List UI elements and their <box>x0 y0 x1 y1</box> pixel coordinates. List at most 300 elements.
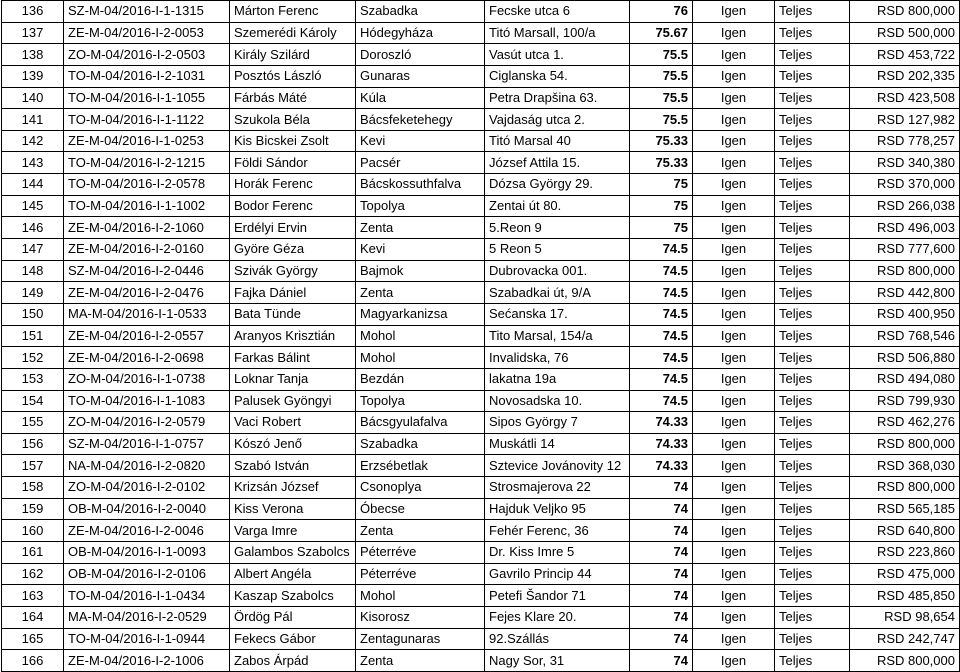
status-cell: Teljes <box>775 174 850 196</box>
amount-cell: RSD 368,030 <box>850 455 960 477</box>
applicant-name-cell: Zabos Árpád <box>230 650 356 672</box>
table-row <box>2 282 960 304</box>
status-cell: Teljes <box>775 22 850 44</box>
table-row <box>2 174 960 196</box>
amount-cell: RSD 768,546 <box>850 325 960 347</box>
amount-cell: RSD 496,003 <box>850 217 960 239</box>
applicant-name-cell: Varga Imre <box>230 520 356 542</box>
score-cell: 75.33 <box>630 152 693 174</box>
address-cell: 92.Szállás <box>485 628 630 650</box>
status-cell: Teljes <box>775 390 850 412</box>
score-cell: 75.33 <box>630 130 693 152</box>
status-cell: Teljes <box>775 498 850 520</box>
score-cell: 74.33 <box>630 412 693 434</box>
row-number-cell: 162 <box>2 563 64 585</box>
table-row <box>2 433 960 455</box>
table-row <box>2 498 960 520</box>
settlement-cell: Mohol <box>356 585 485 607</box>
amount-cell: RSD 242,747 <box>850 628 960 650</box>
address-cell: Fecske utca 6 <box>485 1 630 23</box>
application-code-cell: OB-M-04/2016-I-1-0093 <box>64 542 230 564</box>
score-cell: 75 <box>630 195 693 217</box>
row-number-cell: 157 <box>2 455 64 477</box>
amount-cell: RSD 800,000 <box>850 260 960 282</box>
applicant-name-cell: Palusek Gyöngyi <box>230 390 356 412</box>
row-number-cell: 161 <box>2 542 64 564</box>
settlement-cell: Csonoplya <box>356 477 485 499</box>
status-cell: Teljes <box>775 347 850 369</box>
table-row <box>2 477 960 499</box>
table-row <box>2 303 960 325</box>
application-code-cell: ZE-M-04/2016-I-2-0053 <box>64 22 230 44</box>
amount-cell: RSD 223,860 <box>850 542 960 564</box>
score-cell: 74 <box>630 606 693 628</box>
eligible-cell: Igen <box>693 239 775 261</box>
address-cell: Nagy Sor, 31 <box>485 650 630 672</box>
address-cell: Muskátli 14 <box>485 433 630 455</box>
applicant-name-cell: Fárbás Máté <box>230 87 356 109</box>
address-cell: Dózsa György 29. <box>485 174 630 196</box>
table-row <box>2 44 960 66</box>
status-cell: Teljes <box>775 109 850 131</box>
row-number-cell: 155 <box>2 412 64 434</box>
table-row <box>2 563 960 585</box>
address-cell: Szabadkai út, 9/A <box>485 282 630 304</box>
table-row <box>2 152 960 174</box>
application-code-cell: TO-M-04/2016-I-2-0578 <box>64 174 230 196</box>
table-row <box>2 390 960 412</box>
address-cell: Strosmajerova 22 <box>485 477 630 499</box>
amount-cell: RSD 423,508 <box>850 87 960 109</box>
eligible-cell: Igen <box>693 498 775 520</box>
settlement-cell: Bácskossuthfalva <box>356 174 485 196</box>
settlement-cell: Péterréve <box>356 563 485 585</box>
eligible-cell: Igen <box>693 368 775 390</box>
amount-cell: RSD 500,000 <box>850 22 960 44</box>
table-row <box>2 260 960 282</box>
row-number-cell: 166 <box>2 650 64 672</box>
table-row <box>2 455 960 477</box>
amount-cell: RSD 565,185 <box>850 498 960 520</box>
status-cell: Teljes <box>775 130 850 152</box>
application-code-cell: ZO-M-04/2016-I-2-0579 <box>64 412 230 434</box>
status-cell: Teljes <box>775 44 850 66</box>
application-code-cell: TO-M-04/2016-I-1-1122 <box>64 109 230 131</box>
amount-cell: RSD 777,600 <box>850 239 960 261</box>
table-row <box>2 542 960 564</box>
table-row <box>2 650 960 672</box>
eligible-cell: Igen <box>693 563 775 585</box>
applicant-name-cell: Galambos Szabolcs <box>230 542 356 564</box>
status-cell: Teljes <box>775 65 850 87</box>
settlement-cell: Bajmok <box>356 260 485 282</box>
row-number-cell: 153 <box>2 368 64 390</box>
settlement-cell: Magyarkanizsa <box>356 303 485 325</box>
amount-cell: RSD 462,276 <box>850 412 960 434</box>
amount-cell: RSD 340,380 <box>850 152 960 174</box>
application-code-cell: TO-M-04/2016-I-1-1055 <box>64 87 230 109</box>
address-cell: 5.Reon 9 <box>485 217 630 239</box>
application-code-cell: SZ-M-04/2016-I-2-0446 <box>64 260 230 282</box>
settlement-cell: Pacsér <box>356 152 485 174</box>
applicant-name-cell: Márton Ferenc <box>230 1 356 23</box>
status-cell: Teljes <box>775 195 850 217</box>
application-code-cell: ZO-M-04/2016-I-2-0503 <box>64 44 230 66</box>
amount-cell: RSD 475,000 <box>850 563 960 585</box>
status-cell: Teljes <box>775 628 850 650</box>
eligible-cell: Igen <box>693 606 775 628</box>
address-cell: Dr. Kiss Imre 5 <box>485 542 630 564</box>
eligible-cell: Igen <box>693 130 775 152</box>
row-number-cell: 148 <box>2 260 64 282</box>
applicant-name-cell: Albert Angéla <box>230 563 356 585</box>
status-cell: Teljes <box>775 520 850 542</box>
score-cell: 74 <box>630 498 693 520</box>
settlement-cell: Gunaras <box>356 65 485 87</box>
row-number-cell: 156 <box>2 433 64 455</box>
eligible-cell: Igen <box>693 650 775 672</box>
applicant-name-cell: Fekecs Gábor <box>230 628 356 650</box>
address-cell: Fehér Ferenc, 36 <box>485 520 630 542</box>
application-code-cell: TO-M-04/2016-I-1-1002 <box>64 195 230 217</box>
results-table <box>1 0 960 672</box>
address-cell: Gavrilo Princip 44 <box>485 563 630 585</box>
application-code-cell: NA-M-04/2016-I-2-0820 <box>64 455 230 477</box>
table-row <box>2 347 960 369</box>
row-number-cell: 144 <box>2 174 64 196</box>
amount-cell: RSD 442,800 <box>850 282 960 304</box>
row-number-cell: 139 <box>2 65 64 87</box>
application-code-cell: ZO-M-04/2016-I-1-0738 <box>64 368 230 390</box>
settlement-cell: Bácsfeketehegy <box>356 109 485 131</box>
amount-cell: RSD 800,000 <box>850 433 960 455</box>
table-row <box>2 87 960 109</box>
status-cell: Teljes <box>775 87 850 109</box>
address-cell: 5 Reon 5 <box>485 239 630 261</box>
amount-cell: RSD 266,038 <box>850 195 960 217</box>
eligible-cell: Igen <box>693 325 775 347</box>
eligible-cell: Igen <box>693 87 775 109</box>
row-number-cell: 142 <box>2 130 64 152</box>
table-body <box>2 1 960 672</box>
score-cell: 74.33 <box>630 433 693 455</box>
status-cell: Teljes <box>775 433 850 455</box>
address-cell: lakatna 19a <box>485 368 630 390</box>
address-cell: József Attila 15. <box>485 152 630 174</box>
table-row <box>2 65 960 87</box>
application-code-cell: OB-M-04/2016-I-2-0106 <box>64 563 230 585</box>
applicant-name-cell: Kis Bicskei Zsolt <box>230 130 356 152</box>
score-cell: 75.5 <box>630 87 693 109</box>
eligible-cell: Igen <box>693 22 775 44</box>
eligible-cell: Igen <box>693 217 775 239</box>
amount-cell: RSD 98,654 <box>850 606 960 628</box>
status-cell: Teljes <box>775 606 850 628</box>
settlement-cell: Kúla <box>356 87 485 109</box>
applicant-name-cell: Farkas Bálint <box>230 347 356 369</box>
score-cell: 74 <box>630 650 693 672</box>
settlement-cell: Zenta <box>356 650 485 672</box>
eligible-cell: Igen <box>693 477 775 499</box>
eligible-cell: Igen <box>693 152 775 174</box>
row-number-cell: 149 <box>2 282 64 304</box>
applicant-name-cell: Erdélyi Ervin <box>230 217 356 239</box>
eligible-cell: Igen <box>693 260 775 282</box>
score-cell: 74 <box>630 628 693 650</box>
address-cell: Titó Marsal 40 <box>485 130 630 152</box>
eligible-cell: Igen <box>693 44 775 66</box>
row-number-cell: 143 <box>2 152 64 174</box>
applicant-name-cell: Kószó Jenő <box>230 433 356 455</box>
table-row <box>2 217 960 239</box>
applicant-name-cell: Szukola Béla <box>230 109 356 131</box>
settlement-cell: Zenta <box>356 520 485 542</box>
eligible-cell: Igen <box>693 347 775 369</box>
address-cell: Petra Drapšina 63. <box>485 87 630 109</box>
score-cell: 74 <box>630 563 693 585</box>
amount-cell: RSD 370,000 <box>850 174 960 196</box>
address-cell: Petefi Šandor 71 <box>485 585 630 607</box>
settlement-cell: Bácsgyulafalva <box>356 412 485 434</box>
applicant-name-cell: Györe Géza <box>230 239 356 261</box>
application-code-cell: ZO-M-04/2016-I-2-0102 <box>64 477 230 499</box>
status-cell: Teljes <box>775 325 850 347</box>
row-number-cell: 158 <box>2 477 64 499</box>
table-row <box>2 520 960 542</box>
score-cell: 74.5 <box>630 282 693 304</box>
status-cell: Teljes <box>775 303 850 325</box>
applicant-name-cell: Aranyos Krisztián <box>230 325 356 347</box>
score-cell: 75.67 <box>630 22 693 44</box>
table-row <box>2 368 960 390</box>
application-code-cell: ZE-M-04/2016-I-1-0253 <box>64 130 230 152</box>
address-cell: Titó Marsall, 100/a <box>485 22 630 44</box>
eligible-cell: Igen <box>693 174 775 196</box>
settlement-cell: Kevi <box>356 130 485 152</box>
application-code-cell: TO-M-04/2016-I-1-1083 <box>64 390 230 412</box>
applicant-name-cell: Ördög Pál <box>230 606 356 628</box>
table-row <box>2 22 960 44</box>
table-row <box>2 195 960 217</box>
address-cell: Tito Marsal, 154/a <box>485 325 630 347</box>
row-number-cell: 152 <box>2 347 64 369</box>
applicant-name-cell: Szivák György <box>230 260 356 282</box>
row-number-cell: 146 <box>2 217 64 239</box>
applicant-name-cell: Vaci Robert <box>230 412 356 434</box>
score-cell: 74.5 <box>630 368 693 390</box>
score-cell: 74.5 <box>630 347 693 369</box>
application-code-cell: TO-M-04/2016-I-1-0944 <box>64 628 230 650</box>
eligible-cell: Igen <box>693 195 775 217</box>
status-cell: Teljes <box>775 542 850 564</box>
address-cell: Ciglanska 54. <box>485 65 630 87</box>
amount-cell: RSD 506,880 <box>850 347 960 369</box>
applicant-name-cell: Horák Ferenc <box>230 174 356 196</box>
row-number-cell: 154 <box>2 390 64 412</box>
address-cell: Novosadska 10. <box>485 390 630 412</box>
score-cell: 75.5 <box>630 109 693 131</box>
row-number-cell: 164 <box>2 606 64 628</box>
application-code-cell: MA-M-04/2016-I-2-0529 <box>64 606 230 628</box>
application-code-cell: OB-M-04/2016-I-2-0040 <box>64 498 230 520</box>
eligible-cell: Igen <box>693 109 775 131</box>
status-cell: Teljes <box>775 282 850 304</box>
applicant-name-cell: Posztós László <box>230 65 356 87</box>
score-cell: 74.5 <box>630 260 693 282</box>
score-cell: 74 <box>630 542 693 564</box>
amount-cell: RSD 800,000 <box>850 477 960 499</box>
amount-cell: RSD 453,722 <box>850 44 960 66</box>
settlement-cell: Péterréve <box>356 542 485 564</box>
settlement-cell: Mohol <box>356 325 485 347</box>
amount-cell: RSD 800,000 <box>850 1 960 23</box>
score-cell: 74.5 <box>630 303 693 325</box>
row-number-cell: 136 <box>2 1 64 23</box>
applicant-name-cell: Király Szilárd <box>230 44 356 66</box>
settlement-cell: Zentagunaras <box>356 628 485 650</box>
application-code-cell: ZE-M-04/2016-I-2-1006 <box>64 650 230 672</box>
application-code-cell: SZ-M-04/2016-I-1-0757 <box>64 433 230 455</box>
row-number-cell: 150 <box>2 303 64 325</box>
address-cell: Dubrovacka 001. <box>485 260 630 282</box>
amount-cell: RSD 800,000 <box>850 650 960 672</box>
score-cell: 75.5 <box>630 44 693 66</box>
application-code-cell: TO-M-04/2016-I-1-0434 <box>64 585 230 607</box>
eligible-cell: Igen <box>693 1 775 23</box>
settlement-cell: Topolya <box>356 195 485 217</box>
status-cell: Teljes <box>775 585 850 607</box>
score-cell: 74 <box>630 477 693 499</box>
applicant-name-cell: Szabó István <box>230 455 356 477</box>
score-cell: 76 <box>630 1 693 23</box>
amount-cell: RSD 778,257 <box>850 130 960 152</box>
applicant-name-cell: Kiss Verona <box>230 498 356 520</box>
address-cell: Hajduk Veljko 95 <box>485 498 630 520</box>
amount-cell: RSD 127,982 <box>850 109 960 131</box>
application-code-cell: ZE-M-04/2016-I-2-0698 <box>64 347 230 369</box>
table-row <box>2 130 960 152</box>
eligible-cell: Igen <box>693 455 775 477</box>
eligible-cell: Igen <box>693 542 775 564</box>
table-row <box>2 325 960 347</box>
eligible-cell: Igen <box>693 390 775 412</box>
settlement-cell: Óbecse <box>356 498 485 520</box>
application-code-cell: TO-M-04/2016-I-2-1215 <box>64 152 230 174</box>
application-code-cell: ZE-M-04/2016-I-2-1060 <box>64 217 230 239</box>
settlement-cell: Bezdán <box>356 368 485 390</box>
address-cell: Fejes Klare 20. <box>485 606 630 628</box>
amount-cell: RSD 640,800 <box>850 520 960 542</box>
status-cell: Teljes <box>775 455 850 477</box>
score-cell: 74.5 <box>630 239 693 261</box>
address-cell: Zentai út 80. <box>485 195 630 217</box>
eligible-cell: Igen <box>693 282 775 304</box>
applicant-name-cell: Szemerédi Károly <box>230 22 356 44</box>
amount-cell: RSD 799,930 <box>850 390 960 412</box>
score-cell: 75 <box>630 217 693 239</box>
score-cell: 75 <box>630 174 693 196</box>
score-cell: 74.33 <box>630 455 693 477</box>
applicant-name-cell: Bata Tünde <box>230 303 356 325</box>
applicant-name-cell: Földi Sándor <box>230 152 356 174</box>
score-cell: 74 <box>630 520 693 542</box>
status-cell: Teljes <box>775 260 850 282</box>
status-cell: Teljes <box>775 217 850 239</box>
amount-cell: RSD 485,850 <box>850 585 960 607</box>
application-code-cell: MA-M-04/2016-I-1-0533 <box>64 303 230 325</box>
row-number-cell: 159 <box>2 498 64 520</box>
eligible-cell: Igen <box>693 65 775 87</box>
row-number-cell: 151 <box>2 325 64 347</box>
address-cell: Vasút utca 1. <box>485 44 630 66</box>
eligible-cell: Igen <box>693 433 775 455</box>
settlement-cell: Kisorosz <box>356 606 485 628</box>
status-cell: Teljes <box>775 563 850 585</box>
settlement-cell: Mohol <box>356 347 485 369</box>
amount-cell: RSD 494,080 <box>850 368 960 390</box>
address-cell: Sećanska 17. <box>485 303 630 325</box>
table-row <box>2 628 960 650</box>
applicant-name-cell: Kaszap Szabolcs <box>230 585 356 607</box>
row-number-cell: 138 <box>2 44 64 66</box>
row-number-cell: 141 <box>2 109 64 131</box>
application-code-cell: ZE-M-04/2016-I-2-0476 <box>64 282 230 304</box>
application-code-cell: ZE-M-04/2016-I-2-0046 <box>64 520 230 542</box>
status-cell: Teljes <box>775 412 850 434</box>
application-code-cell: ZE-M-04/2016-I-2-0160 <box>64 239 230 261</box>
eligible-cell: Igen <box>693 520 775 542</box>
score-cell: 74 <box>630 585 693 607</box>
table-row <box>2 585 960 607</box>
table-row <box>2 412 960 434</box>
settlement-cell: Zenta <box>356 282 485 304</box>
applicant-name-cell: Fajka Dániel <box>230 282 356 304</box>
score-cell: 75.5 <box>630 65 693 87</box>
address-cell: Sipos György 7 <box>485 412 630 434</box>
amount-cell: RSD 400,950 <box>850 303 960 325</box>
status-cell: Teljes <box>775 368 850 390</box>
settlement-cell: Zenta <box>356 217 485 239</box>
settlement-cell: Szabadka <box>356 433 485 455</box>
address-cell: Invalidska, 76 <box>485 347 630 369</box>
applicant-name-cell: Krizsán József <box>230 477 356 499</box>
status-cell: Teljes <box>775 239 850 261</box>
eligible-cell: Igen <box>693 412 775 434</box>
application-code-cell: SZ-M-04/2016-I-1-1315 <box>64 1 230 23</box>
table-row <box>2 239 960 261</box>
settlement-cell: Kevi <box>356 239 485 261</box>
table-row <box>2 109 960 131</box>
score-cell: 74.5 <box>630 325 693 347</box>
eligible-cell: Igen <box>693 585 775 607</box>
row-number-cell: 160 <box>2 520 64 542</box>
status-cell: Teljes <box>775 152 850 174</box>
row-number-cell: 147 <box>2 239 64 261</box>
applicant-name-cell: Loknar Tanja <box>230 368 356 390</box>
settlement-cell: Hódegyháza <box>356 22 485 44</box>
eligible-cell: Igen <box>693 303 775 325</box>
application-code-cell: TO-M-04/2016-I-2-1031 <box>64 65 230 87</box>
table-row <box>2 606 960 628</box>
row-number-cell: 145 <box>2 195 64 217</box>
row-number-cell: 140 <box>2 87 64 109</box>
amount-cell: RSD 202,335 <box>850 65 960 87</box>
table-row <box>2 1 960 23</box>
status-cell: Teljes <box>775 650 850 672</box>
status-cell: Teljes <box>775 1 850 23</box>
address-cell: Vajdaság utca 2. <box>485 109 630 131</box>
address-cell: Sztevice Jovánovity 12 <box>485 455 630 477</box>
